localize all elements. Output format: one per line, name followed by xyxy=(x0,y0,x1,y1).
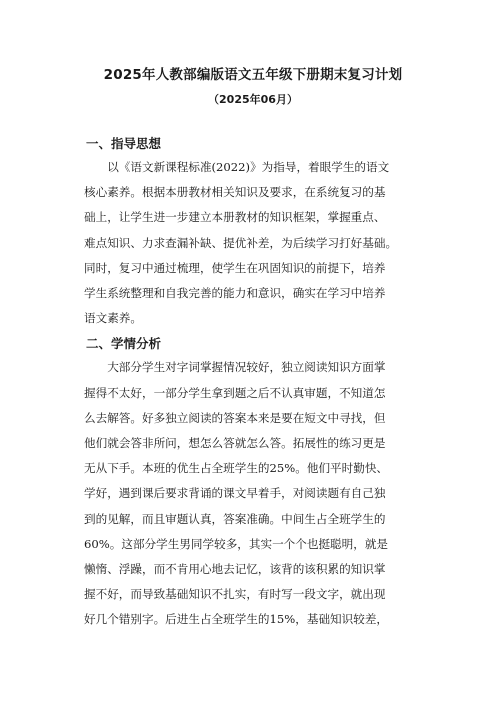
paragraph-line: 础上，让学生进一步建立本册教材的知识框架，掌握重点、 xyxy=(84,210,386,225)
paragraph-line: 握得不太好，一部分学生拿到题之后不认真审题，不知道怎 xyxy=(84,385,386,400)
paragraph-line: 学好，遇到课后要求背诵的课文早着手，对阅读题有自己独 xyxy=(84,486,386,501)
paragraph-line: 学生系统整理和自我完善的能力和意识，确实在学习中培养 xyxy=(84,286,386,301)
paragraph-line: 握不好，而导致基础知识不扎实，有时写一段文字，就出现 xyxy=(84,587,386,602)
paragraph-line: 懒惰、浮躁，而不肯用心地去记忆，该背的该积累的知识掌 xyxy=(84,562,386,577)
section-guiding-thought xyxy=(84,133,422,331)
section-heading: 一、指导思想 xyxy=(86,136,162,151)
section-paragraph xyxy=(84,355,422,632)
section-learning-analysis xyxy=(84,333,422,632)
document-title: 2025年人教部编版语文五年级下册期末复习计划 xyxy=(103,67,403,83)
paragraph-line: 他们就会答非所问，想怎么答就怎么答。拓展性的练习更是 xyxy=(84,436,386,451)
section-heading: 二、学情分析 xyxy=(86,336,162,352)
paragraph-line: 以《语文新课程标准(2022)》为指导，着眼学生的语文 xyxy=(107,160,390,174)
paragraph-line: 么去解答。好多独立阅读的答案本来是要在短文中寻找，但 xyxy=(84,410,386,425)
paragraph-line: 难点知识、力求查漏补缺、提优补差，为后续学习打好基础。 xyxy=(84,235,398,250)
paragraph-line: 核心素养。根据本册教材相关知识及要求，在系统复习的基 xyxy=(84,185,386,200)
paragraph-line: 好几个错别字。后进生占全班学生的15%，基础知识较差， xyxy=(84,612,389,627)
section-paragraph xyxy=(84,155,422,331)
paragraph-line: 60%。这部分学生男同学较多，其实一个个也挺聪明，就是 xyxy=(84,536,389,551)
paragraph-line: 到的见解，而且审题认真，答案准确。中间生占全班学生的 xyxy=(84,511,386,526)
paragraph-line: 大部分学生对字词掌握情况较好，独立阅读知识方面掌 xyxy=(107,360,386,375)
paragraph-line: 无从下手。本班的优生占全班学生的25%。他们平时勤快、 xyxy=(84,461,389,476)
document-date: （2025年06月） xyxy=(208,93,298,106)
paragraph-line: 同时，复习中通过梳理，使学生在巩固知识的前提下，培养 xyxy=(84,260,386,275)
paragraph-line: 语文素养。 xyxy=(84,311,142,326)
